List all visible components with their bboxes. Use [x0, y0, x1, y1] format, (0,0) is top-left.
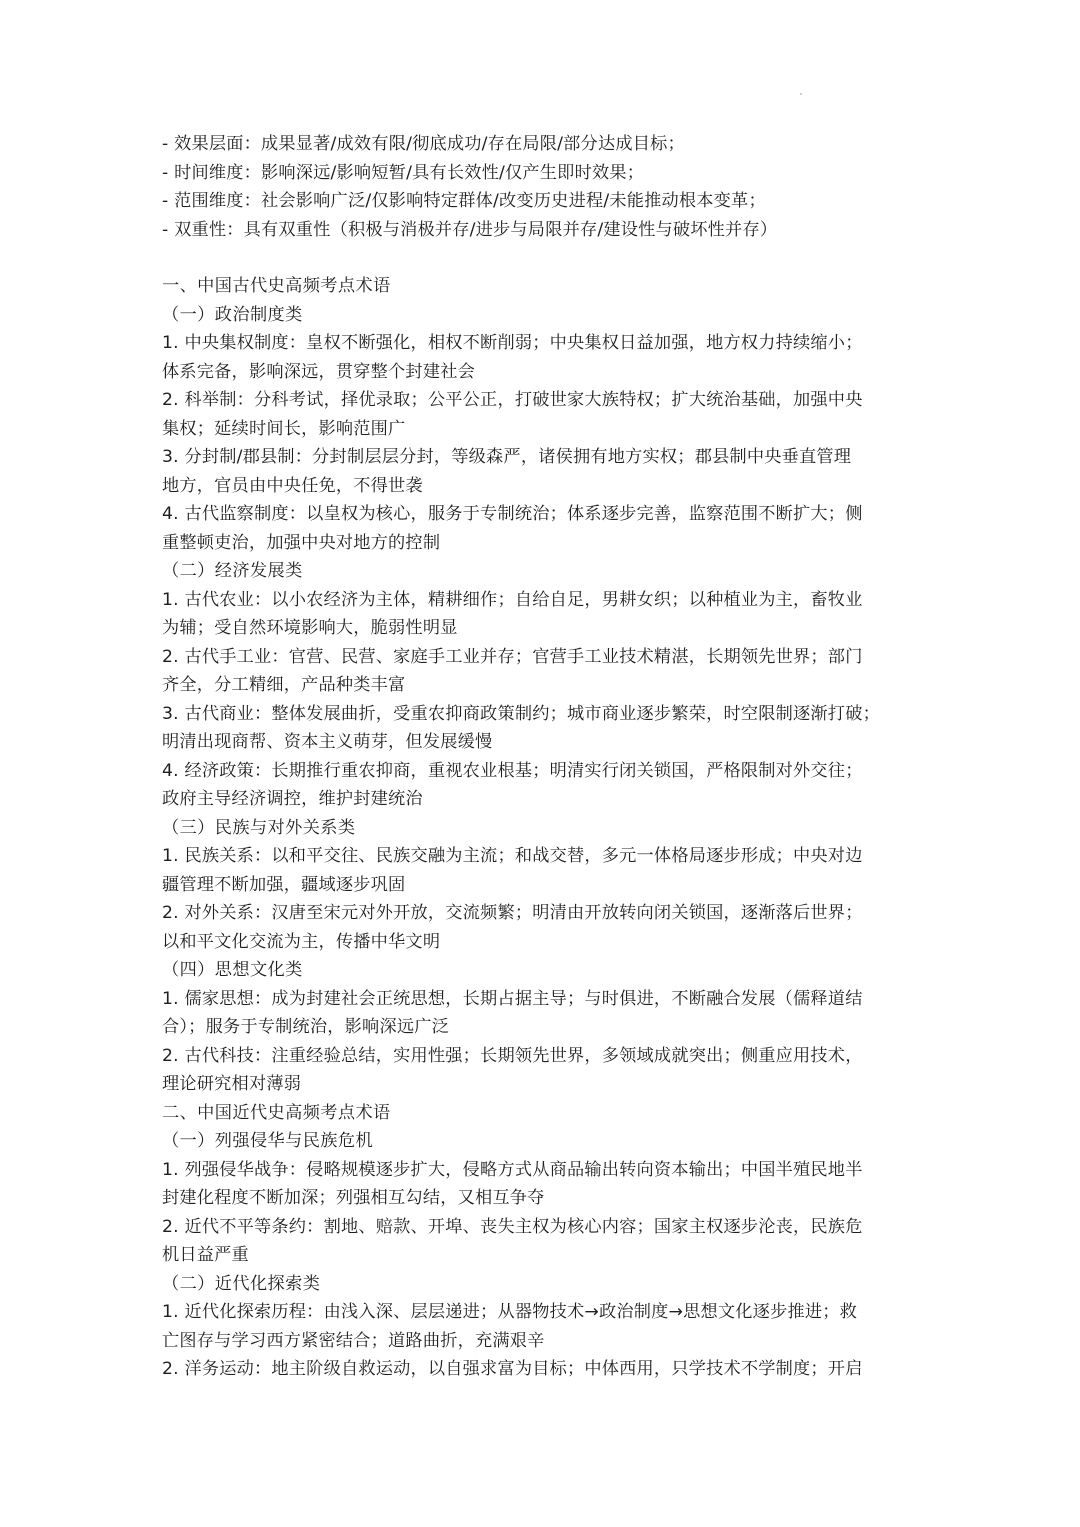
subsection-title: （一）列强侵华与民族危机	[162, 1131, 374, 1151]
subsection-title: （四）思想文化类	[162, 960, 303, 980]
section-title: 一、中国古代史高频考点术语	[162, 276, 391, 296]
paragraph-line: 明清出现商帮、资本主义萌芽，但发展缓慢	[162, 732, 493, 752]
paragraph-line: 2. 古代手工业：官营、民营、家庭手工业并存；官营手工业技术精湛，长期领先世界；部门	[162, 646, 863, 667]
bullet-time: - 时间维度：影响深远/影响短暂/具有长效性/仅产生即时效果；	[162, 162, 645, 183]
paragraph-line: 以和平文化交流为主，传播中华文明	[162, 931, 441, 952]
paragraph-line: 4. 古代监察制度：以皇权为核心，服务于专制统治；体系逐步完善，监察范围不断扩大；侧	[162, 504, 863, 524]
section-modern-history	[162, 1099, 920, 1384]
scan-speck	[800, 93, 802, 95]
paragraph-line: 3. 古代商业：整体发展曲折，受重农抑商政策制约；城市商业逐步繁荣，时空限制逐渐打破；	[162, 703, 880, 724]
paragraph-line: 1. 儒家思想：成为封建社会正统思想，长期占据主导；与时俱进，不断融合发展（儒释道结	[162, 988, 863, 1009]
paragraph-line: 政府主导经济调控，维护封建统治	[162, 789, 423, 809]
subsection-political	[162, 301, 920, 558]
subsection-culture	[162, 956, 920, 1099]
paragraph-line: 4. 经济政策：长期推行重农抑商，重视农业根基；明清实行闭关锁国，严格限制对外交往；	[162, 760, 863, 781]
paragraph-line: 3. 分封制/郡县制：分封制层层分封，等级森严，诸侯拥有地方实权；郡县制中央垂直管理	[162, 447, 852, 467]
paragraph-line: 齐全，分工精细，产品种类丰富	[162, 675, 406, 695]
subsection-title: （一）政治制度类	[162, 304, 303, 325]
paragraph-line: 疆管理不断加强，疆域逐步巩固	[162, 874, 406, 895]
subsection-title: （三）民族与对外关系类	[162, 817, 356, 838]
paragraph-line: 1. 中央集权制度：皇权不断强化，相权不断削弱；中央集权日益加强，地方权力持续缩小；	[162, 333, 863, 353]
paragraph-line: 理论研究相对薄弱	[162, 1074, 302, 1094]
bullet-scope: - 范围维度：社会影响广泛/仅影响特定群体/改变历史进程/未能推动根本变革；	[162, 191, 766, 211]
subsection-title: （二）近代化探索类	[162, 1273, 321, 1294]
paragraph-line: 为辅；受自然环境影响大，脆弱性明显	[162, 618, 458, 638]
evaluation-bullets	[162, 130, 920, 244]
paragraph-line: 亡图存与学习西方紧密结合；道路曲折，充满艰辛	[162, 1330, 545, 1351]
paragraph-line: 1. 列强侵华战争：侵略规模逐步扩大，侵略方式从商品输出转向资本输出；中国半殖民地半	[162, 1159, 863, 1180]
paragraph-line: 2. 科举制：分科考试，择优录取；公平公正，打破世家大族特权；扩大统治基础，加强中央	[162, 390, 863, 410]
paragraph-line: 1. 民族关系：以和平交往、民族交融为主流；和战交替，多元一体格局逐步形成；中央对边	[162, 846, 863, 866]
subsection-title: （二）经济发展类	[162, 561, 303, 581]
paragraph-line: 重整顿吏治，加强中央对地方的控制	[162, 532, 441, 553]
paragraph-line: 体系完备，影响深远，贯穿整个封建社会	[162, 361, 475, 382]
paragraph-line: 1. 近代化探索历程：由浅入深、层层递进；从器物技术→政治制度→思想文化逐步推进；救	[162, 1302, 858, 1322]
section-ancient-history	[162, 272, 920, 1099]
paragraph-line: 机日益严重	[162, 1245, 249, 1265]
subsection-economic	[162, 557, 920, 814]
subsection-modernization	[162, 1270, 920, 1384]
paragraph-line: 集权；延续时间长，影响范围广	[162, 418, 406, 439]
section-title: 二、中国近代史高频考点术语	[162, 1102, 391, 1123]
paragraph-line: 2. 近代不平等条约：割地、赔款、开埠、丧失主权为核心内容；国家主权逐步沦丧，民族危	[162, 1216, 863, 1237]
paragraph-line: 2. 对外关系：汉唐至宋元对外开放，交流频繁；明清由开放转向闭关锁国，逐渐落后世界；	[162, 903, 863, 923]
bullet-effect: - 效果层面：成果显著/成效有限/彻底成功/存在局限/部分达成目标；	[162, 134, 685, 154]
paragraph-line: 合）；服务于专制统治，影响深远广泛	[162, 1017, 449, 1037]
bullet-duality: - 双重性：具有双重性（积极与消极并存/进步与局限并存/建设性与破坏性并存）	[162, 219, 778, 240]
paragraph-line: 封建化程度不断加深；列强相互勾结，又相互争夺	[162, 1188, 545, 1208]
document-page	[162, 130, 920, 1384]
paragraph-line: 1. 古代农业：以小农经济为主体，精耕细作；自给自足，男耕女织；以种植业为主，畜牧业	[162, 589, 863, 610]
subsection-ethnic-foreign	[162, 814, 920, 957]
spacer	[162, 244, 920, 272]
paragraph-line: 2. 洋务运动：地主阶级自救运动，以自强求富为目标；中体西用，只学技术不学制度；开启	[162, 1359, 863, 1379]
paragraph-line: 2. 古代科技：注重经验总结，实用性强；长期领先世界，多领域成就突出；侧重应用技术，	[162, 1045, 863, 1066]
subsection-invasion	[162, 1127, 920, 1270]
paragraph-line: 地方，官员由中央任免，不得世袭	[162, 475, 423, 496]
